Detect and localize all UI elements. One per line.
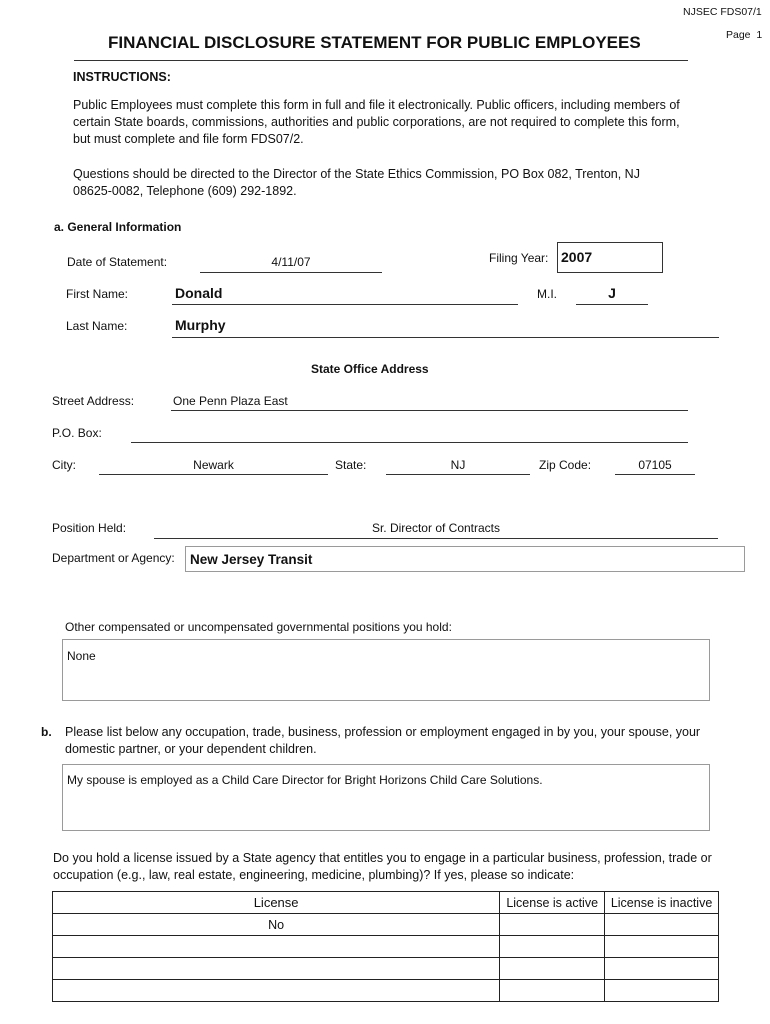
instructions-line: Questions should be directed to the Director of the State Ethics Commission, PO Box 082, Trenton, NJ — [73, 167, 640, 181]
street-field[interactable]: One Penn Plaza East — [173, 394, 288, 408]
instructions-heading: INSTRUCTIONS: — [73, 70, 171, 84]
license-active-cell[interactable] — [500, 936, 605, 958]
department-field[interactable]: New Jersey Transit — [185, 546, 745, 572]
position-underline — [154, 538, 718, 539]
instructions-line: certain State boards, commissions, authorities and public corporations, are not required to complete this form, — [73, 115, 680, 129]
state-label: State: — [335, 458, 367, 472]
table-row — [53, 958, 719, 980]
first-name-underline — [172, 304, 518, 305]
license-active-cell[interactable] — [500, 958, 605, 980]
date-label: Date of Statement: — [67, 255, 168, 269]
license-table-header — [53, 892, 719, 914]
section-b-letter: b. — [41, 725, 52, 739]
last-name-label: Last Name: — [66, 319, 128, 333]
instructions-line: Public Employees must complete this form in full and file it electronically. Public officers, including members of — [73, 98, 680, 112]
position-field[interactable]: Sr. Director of Contracts — [371, 521, 501, 535]
title-rule — [74, 60, 688, 61]
license-question-line: occupation (e.g., law, real estate, engineering, medicine, plumbing)? If yes, please so indicate: — [53, 868, 575, 882]
section-b-question-line: Please list below any occupation, trade, business, profession or employment engaged in by you, your spouse, your — [65, 725, 701, 739]
po-box-label: P.O. Box: — [52, 426, 102, 440]
other-positions-label: Other compensated or uncompensated governmental positions you hold: — [65, 620, 452, 634]
table-row — [53, 980, 719, 1002]
mi-label: M.I. — [537, 287, 557, 301]
date-underline — [200, 272, 382, 273]
last-name-field[interactable]: Murphy — [175, 317, 226, 333]
street-underline — [171, 410, 688, 411]
city-field[interactable]: Newark — [193, 458, 234, 472]
license-cell[interactable] — [53, 958, 500, 980]
city-underline — [99, 474, 328, 475]
date-field[interactable]: 4/11/07 — [271, 255, 311, 269]
page-number: Page 1 — [726, 29, 763, 41]
state-underline — [386, 474, 530, 475]
instructions-paragraph-1 — [73, 97, 713, 148]
license-inactive-cell[interactable] — [605, 958, 719, 980]
mi-underline — [576, 304, 648, 305]
form-code: NJSEC FDS07/1 — [683, 6, 762, 18]
other-positions-field[interactable]: None — [62, 639, 710, 701]
last-name-underline — [172, 337, 719, 338]
mi-field[interactable]: J — [608, 285, 616, 301]
license-question — [53, 850, 753, 884]
general-info-heading: a. General Information — [54, 220, 182, 234]
street-label: Street Address: — [52, 394, 135, 408]
po-box-underline — [131, 442, 688, 443]
license-active-column-header: License is active — [500, 892, 605, 914]
license-inactive-column-header: License is inactive — [605, 892, 719, 914]
license-cell[interactable]: No — [53, 914, 500, 936]
instructions-line: but must complete and file form FDS07/2. — [73, 132, 304, 146]
department-label: Department or Agency: — [52, 551, 175, 565]
city-label: City: — [52, 458, 76, 472]
po-box-field[interactable] — [133, 426, 688, 441]
state-field[interactable]: NJ — [450, 458, 466, 472]
page-title: FINANCIAL DISCLOSURE STATEMENT FOR PUBLIC EMPLOYEES — [108, 33, 641, 52]
zip-underline — [615, 474, 695, 475]
instructions-paragraph-2 — [73, 166, 713, 200]
table-row — [53, 936, 719, 958]
license-question-line: Do you hold a license issued by a State agency that entitles you to engage in a particular business, profession, trade or — [53, 851, 712, 865]
license-active-cell[interactable] — [500, 914, 605, 936]
first-name-field[interactable]: Donald — [175, 285, 223, 301]
zip-field[interactable]: 07105 — [638, 458, 672, 472]
address-heading: State Office Address — [311, 362, 429, 376]
license-cell[interactable] — [53, 936, 500, 958]
section-b-question — [65, 724, 725, 758]
license-cell[interactable] — [53, 980, 500, 1002]
license-inactive-cell[interactable] — [605, 914, 719, 936]
instructions-line: 08625-0082, Telephone (609) 292-1892. — [73, 184, 297, 198]
filing-year-label: Filing Year: — [489, 251, 549, 265]
filing-year-field[interactable]: 2007 — [557, 242, 663, 273]
license-column-header: License — [53, 892, 500, 914]
license-inactive-cell[interactable] — [605, 936, 719, 958]
position-label: Position Held: — [52, 521, 127, 535]
section-b-question-line: domestic partner, or your dependent children. — [65, 742, 317, 756]
first-name-label: First Name: — [66, 287, 129, 301]
occupation-field[interactable]: My spouse is employed as a Child Care Director for Bright Horizons Child Care Solutions. — [62, 764, 710, 831]
license-inactive-cell[interactable] — [605, 980, 719, 1002]
license-table — [52, 891, 719, 1002]
license-active-cell[interactable] — [500, 980, 605, 1002]
zip-label: Zip Code: — [539, 458, 592, 472]
table-row — [53, 914, 719, 936]
